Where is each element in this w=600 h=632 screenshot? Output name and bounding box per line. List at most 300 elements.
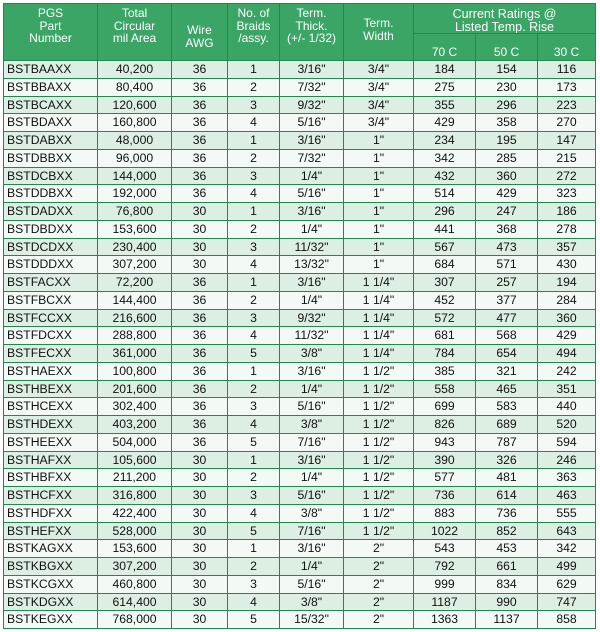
braids-cell: 4 [228,416,280,434]
rating-30c-cell: 323 [538,185,596,203]
header-term-thick: Term. Thick. (+/- 1/32) [280,4,344,61]
part-number-cell: BSTHDEXX [4,416,98,434]
rating-30c-cell: 643 [538,522,596,540]
braids-cell: 1 [228,274,280,292]
table-row [4,327,596,345]
circular-mil-cell: 80,400 [98,78,172,96]
rating-50c-cell: 654 [476,345,538,363]
part-number-cell: BSTDABXX [4,132,98,150]
term-thick-cell: 7/32" [280,149,344,167]
rating-70c-cell: 441 [414,220,476,238]
wire-awg-cell: 30 [172,451,228,469]
rating-70c-cell: 577 [414,469,476,487]
circular-mil-cell: 72,200 [98,274,172,292]
current-ratings-table [3,3,596,629]
braids-cell: 4 [228,504,280,522]
rating-70c-cell: 234 [414,132,476,150]
term-thick-cell: 3/16" [280,132,344,150]
rating-30c-cell: 186 [538,203,596,221]
table-row [4,362,596,380]
term-width-cell: 3/4" [344,61,414,79]
term-width-cell: 1 1/2" [344,487,414,505]
braids-cell: 2 [228,149,280,167]
part-number-cell: BSTDBDXX [4,220,98,238]
rating-50c-cell: 368 [476,220,538,238]
rating-70c-cell: 699 [414,398,476,416]
term-width-cell: 2" [344,575,414,593]
wire-awg-cell: 30 [172,220,228,238]
rating-30c-cell: 284 [538,291,596,309]
rating-30c-cell: 463 [538,487,596,505]
header-braids: No. of Braids /assy. [228,4,280,61]
rating-50c-cell: 377 [476,291,538,309]
circular-mil-cell: 768,000 [98,611,172,629]
braids-cell: 1 [228,540,280,558]
part-number-cell: BSTBAAXX [4,61,98,79]
term-width-cell: 1" [344,167,414,185]
rating-50c-cell: 321 [476,362,538,380]
rating-30c-cell: 440 [538,398,596,416]
term-thick-cell: 3/16" [280,203,344,221]
circular-mil-cell: 230,400 [98,238,172,256]
table-row [4,611,596,629]
rating-30c-cell: 363 [538,469,596,487]
table-row [4,380,596,398]
rating-50c-cell: 358 [476,114,538,132]
term-thick-cell: 3/16" [280,451,344,469]
rating-50c-cell: 1137 [476,611,538,629]
wire-awg-cell: 30 [172,593,228,611]
rating-50c-cell: 453 [476,540,538,558]
table-row [4,416,596,434]
circular-mil-cell: 211,200 [98,469,172,487]
braids-cell: 2 [228,78,280,96]
rating-70c-cell: 784 [414,345,476,363]
rating-50c-cell: 326 [476,451,538,469]
wire-awg-cell: 30 [172,203,228,221]
braids-cell: 1 [228,132,280,150]
term-width-cell: 1 1/2" [344,504,414,522]
circular-mil-cell: 120,600 [98,96,172,114]
term-width-cell: 1 1/2" [344,433,414,451]
rating-70c-cell: 792 [414,558,476,576]
rating-30c-cell: 357 [538,238,596,256]
rating-70c-cell: 429 [414,114,476,132]
table-body [4,61,596,629]
table-row [4,433,596,451]
rating-70c-cell: 307 [414,274,476,292]
part-number-cell: BSTKEGXX [4,611,98,629]
rating-50c-cell: 465 [476,380,538,398]
rating-30c-cell: 429 [538,327,596,345]
table-row [4,575,596,593]
rating-50c-cell: 571 [476,256,538,274]
braids-cell: 1 [228,451,280,469]
rating-50c-cell: 360 [476,167,538,185]
term-thick-cell: 3/16" [280,61,344,79]
term-thick-cell: 5/16" [280,575,344,593]
table-row [4,256,596,274]
term-width-cell: 1 1/2" [344,362,414,380]
circular-mil-cell: 153,600 [98,220,172,238]
header-circular-mil-area: Total Circular mil Area [98,4,172,61]
circular-mil-cell: 76,800 [98,203,172,221]
rating-50c-cell: 477 [476,309,538,327]
rating-70c-cell: 342 [414,149,476,167]
part-number-cell: BSTDDDXX [4,256,98,274]
wire-awg-cell: 30 [172,558,228,576]
table-row [4,504,596,522]
term-width-cell: 1 1/4" [344,309,414,327]
rating-70c-cell: 1187 [414,593,476,611]
circular-mil-cell: 192,000 [98,185,172,203]
part-number-cell: BSTHBEXX [4,380,98,398]
wire-awg-cell: 36 [172,380,228,398]
term-thick-cell: 5/16" [280,114,344,132]
part-number-cell: BSTFDCXX [4,327,98,345]
term-width-cell: 1" [344,256,414,274]
wire-awg-cell: 30 [172,469,228,487]
circular-mil-cell: 48,000 [98,132,172,150]
braids-cell: 4 [228,256,280,274]
wire-awg-cell: 36 [172,291,228,309]
table-row [4,114,596,132]
rating-70c-cell: 390 [414,451,476,469]
rating-50c-cell: 568 [476,327,538,345]
braids-cell: 5 [228,522,280,540]
part-number-cell: BSTFBCXX [4,291,98,309]
table-row [4,593,596,611]
term-width-cell: 2" [344,611,414,629]
braids-cell: 4 [228,185,280,203]
rating-70c-cell: 1363 [414,611,476,629]
rating-30c-cell: 147 [538,132,596,150]
table-row [4,522,596,540]
circular-mil-cell: 504,000 [98,433,172,451]
braids-cell: 1 [228,362,280,380]
table-row [4,78,596,96]
circular-mil-cell: 160,800 [98,114,172,132]
rating-30c-cell: 194 [538,274,596,292]
braids-cell: 3 [228,575,280,593]
rating-70c-cell: 681 [414,327,476,345]
header-current-ratings: Current Ratings @ Listed Temp. Rise [414,4,596,34]
braids-cell: 3 [228,238,280,256]
circular-mil-cell: 288,800 [98,327,172,345]
rating-30c-cell: 278 [538,220,596,238]
wire-awg-cell: 36 [172,185,228,203]
rating-70c-cell: 558 [414,380,476,398]
wire-awg-cell: 30 [172,540,228,558]
rating-50c-cell: 247 [476,203,538,221]
rating-70c-cell: 883 [414,504,476,522]
term-width-cell: 1 1/4" [344,327,414,345]
table-row [4,540,596,558]
circular-mil-cell: 614,400 [98,593,172,611]
term-thick-cell: 1/4" [280,220,344,238]
term-width-cell: 1 1/2" [344,380,414,398]
table-row [4,558,596,576]
rating-30c-cell: 594 [538,433,596,451]
part-number-cell: BSTKCGXX [4,575,98,593]
rating-30c-cell: 270 [538,114,596,132]
circular-mil-cell: 528,000 [98,522,172,540]
term-thick-cell: 1/4" [280,167,344,185]
rating-30c-cell: 351 [538,380,596,398]
part-number-cell: BSTKAGXX [4,540,98,558]
part-number-cell: BSTDCBXX [4,167,98,185]
part-number-cell: BSTHDFXX [4,504,98,522]
wire-awg-cell: 36 [172,61,228,79]
braids-cell: 4 [228,593,280,611]
table-row [4,203,596,221]
term-thick-cell: 5/16" [280,185,344,203]
circular-mil-cell: 96,000 [98,149,172,167]
part-number-cell: BSTDDBXX [4,185,98,203]
rating-50c-cell: 990 [476,593,538,611]
rating-50c-cell: 689 [476,416,538,434]
wire-awg-cell: 36 [172,274,228,292]
rating-30c-cell: 555 [538,504,596,522]
rating-30c-cell: 223 [538,96,596,114]
header-temp-70: 70 C [414,34,476,61]
circular-mil-cell: 105,600 [98,451,172,469]
term-thick-cell: 1/4" [280,291,344,309]
rating-30c-cell: 520 [538,416,596,434]
term-thick-cell: 5/16" [280,398,344,416]
term-thick-cell: 3/16" [280,274,344,292]
rating-50c-cell: 429 [476,185,538,203]
rating-70c-cell: 432 [414,167,476,185]
term-width-cell: 1 1/2" [344,398,414,416]
rating-50c-cell: 285 [476,149,538,167]
term-width-cell: 2" [344,540,414,558]
rating-70c-cell: 355 [414,96,476,114]
rating-30c-cell: 858 [538,611,596,629]
braids-cell: 2 [228,220,280,238]
part-number-cell: BSTHCFXX [4,487,98,505]
part-number-cell: BSTBDAXX [4,114,98,132]
circular-mil-cell: 144,000 [98,167,172,185]
rating-70c-cell: 452 [414,291,476,309]
term-thick-cell: 7/32" [280,78,344,96]
rating-30c-cell: 116 [538,61,596,79]
term-width-cell: 1 1/2" [344,522,414,540]
term-thick-cell: 3/8" [280,345,344,363]
braids-cell: 5 [228,611,280,629]
part-number-cell: BSTFECXX [4,345,98,363]
circular-mil-cell: 201,600 [98,380,172,398]
part-number-cell: BSTBBAXX [4,78,98,96]
wire-awg-cell: 36 [172,362,228,380]
rating-30c-cell: 499 [538,558,596,576]
rating-50c-cell: 661 [476,558,538,576]
rating-70c-cell: 572 [414,309,476,327]
rating-50c-cell: 736 [476,504,538,522]
rating-50c-cell: 481 [476,469,538,487]
header-temp-50: 50 C [476,34,538,61]
braids-cell: 3 [228,398,280,416]
wire-awg-cell: 36 [172,309,228,327]
term-thick-cell: 9/32" [280,96,344,114]
rating-30c-cell: 215 [538,149,596,167]
table-row [4,274,596,292]
braids-cell: 2 [228,469,280,487]
table-row [4,61,596,79]
wire-awg-cell: 36 [172,78,228,96]
rating-30c-cell: 430 [538,256,596,274]
table-row [4,238,596,256]
rating-30c-cell: 272 [538,167,596,185]
rating-70c-cell: 567 [414,238,476,256]
part-number-cell: BSTKBGXX [4,558,98,576]
rating-30c-cell: 747 [538,593,596,611]
rating-70c-cell: 684 [414,256,476,274]
term-width-cell: 3/4" [344,114,414,132]
wire-awg-cell: 30 [172,522,228,540]
header-temp-30: 30 C [538,34,596,61]
circular-mil-cell: 302,400 [98,398,172,416]
braids-cell: 5 [228,345,280,363]
part-number-cell: BSTDBBXX [4,149,98,167]
braids-cell: 3 [228,487,280,505]
rating-30c-cell: 242 [538,362,596,380]
wire-awg-cell: 36 [172,416,228,434]
braids-cell: 3 [228,96,280,114]
braids-cell: 1 [228,203,280,221]
table-row [4,345,596,363]
rating-50c-cell: 834 [476,575,538,593]
wire-awg-cell: 36 [172,398,228,416]
circular-mil-cell: 144,400 [98,291,172,309]
wire-awg-cell: 30 [172,238,228,256]
rating-70c-cell: 943 [414,433,476,451]
rating-50c-cell: 473 [476,238,538,256]
table-row [4,167,596,185]
table-row [4,469,596,487]
circular-mil-cell: 403,200 [98,416,172,434]
term-thick-cell: 1/4" [280,469,344,487]
circular-mil-cell: 422,400 [98,504,172,522]
term-width-cell: 1 1/4" [344,291,414,309]
circular-mil-cell: 100,800 [98,362,172,380]
term-width-cell: 1" [344,149,414,167]
term-thick-cell: 3/16" [280,362,344,380]
part-number-cell: BSTFACXX [4,274,98,292]
rating-30c-cell: 173 [538,78,596,96]
rating-30c-cell: 360 [538,309,596,327]
circular-mil-cell: 153,600 [98,540,172,558]
table-row [4,149,596,167]
table-row [4,96,596,114]
rating-70c-cell: 296 [414,203,476,221]
rating-70c-cell: 543 [414,540,476,558]
part-number-cell: BSTHCEXX [4,398,98,416]
header-term-width: Term. Width [344,4,414,61]
term-thick-cell: 3/8" [280,593,344,611]
braids-cell: 4 [228,327,280,345]
term-width-cell: 1" [344,185,414,203]
rating-70c-cell: 385 [414,362,476,380]
part-number-cell: BSTHEFXX [4,522,98,540]
braids-cell: 2 [228,291,280,309]
term-thick-cell: 11/32" [280,238,344,256]
term-thick-cell: 15/32" [280,611,344,629]
part-number-cell: BSTDCDXX [4,238,98,256]
term-width-cell: 3/4" [344,78,414,96]
rating-30c-cell: 246 [538,451,596,469]
table-row [4,220,596,238]
part-number-cell: BSTBCAXX [4,96,98,114]
wire-awg-cell: 36 [172,167,228,185]
part-number-cell: BSTHAFXX [4,451,98,469]
term-width-cell: 1" [344,238,414,256]
wire-awg-cell: 30 [172,575,228,593]
wire-awg-cell: 36 [172,114,228,132]
wire-awg-cell: 36 [172,96,228,114]
term-thick-cell: 1/4" [280,558,344,576]
term-thick-cell: 3/16" [280,540,344,558]
braids-cell: 5 [228,433,280,451]
rating-50c-cell: 787 [476,433,538,451]
spec-table-container [3,3,595,629]
circular-mil-cell: 307,200 [98,256,172,274]
rating-50c-cell: 154 [476,61,538,79]
term-width-cell: 1 1/2" [344,469,414,487]
circular-mil-cell: 216,600 [98,309,172,327]
wire-awg-cell: 30 [172,504,228,522]
term-thick-cell: 7/16" [280,433,344,451]
term-thick-cell: 5/16" [280,487,344,505]
wire-awg-cell: 36 [172,327,228,345]
term-thick-cell: 9/32" [280,309,344,327]
braids-cell: 3 [228,167,280,185]
circular-mil-cell: 460,800 [98,575,172,593]
rating-70c-cell: 275 [414,78,476,96]
rating-70c-cell: 1022 [414,522,476,540]
table-row [4,487,596,505]
term-width-cell: 3/4" [344,96,414,114]
wire-awg-cell: 36 [172,345,228,363]
rating-50c-cell: 614 [476,487,538,505]
table-row [4,132,596,150]
header-part-number: PGS Part Number [4,4,98,61]
term-width-cell: 1" [344,220,414,238]
wire-awg-cell: 30 [172,256,228,274]
part-number-cell: BSTKDGXX [4,593,98,611]
term-width-cell: 1 1/4" [344,274,414,292]
part-number-cell: BSTHBFXX [4,469,98,487]
wire-awg-cell: 36 [172,132,228,150]
braids-cell: 2 [228,558,280,576]
part-number-cell: BSTHAEXX [4,362,98,380]
circular-mil-cell: 361,000 [98,345,172,363]
part-number-cell: BSTHEEXX [4,433,98,451]
term-width-cell: 2" [344,593,414,611]
rating-30c-cell: 629 [538,575,596,593]
rating-50c-cell: 296 [476,96,538,114]
rating-70c-cell: 999 [414,575,476,593]
table-row [4,398,596,416]
wire-awg-cell: 36 [172,433,228,451]
braids-cell: 3 [228,309,280,327]
term-width-cell: 1 1/2" [344,451,414,469]
table-row [4,291,596,309]
term-width-cell: 2" [344,558,414,576]
term-width-cell: 1" [344,132,414,150]
braids-cell: 2 [228,380,280,398]
rating-70c-cell: 736 [414,487,476,505]
